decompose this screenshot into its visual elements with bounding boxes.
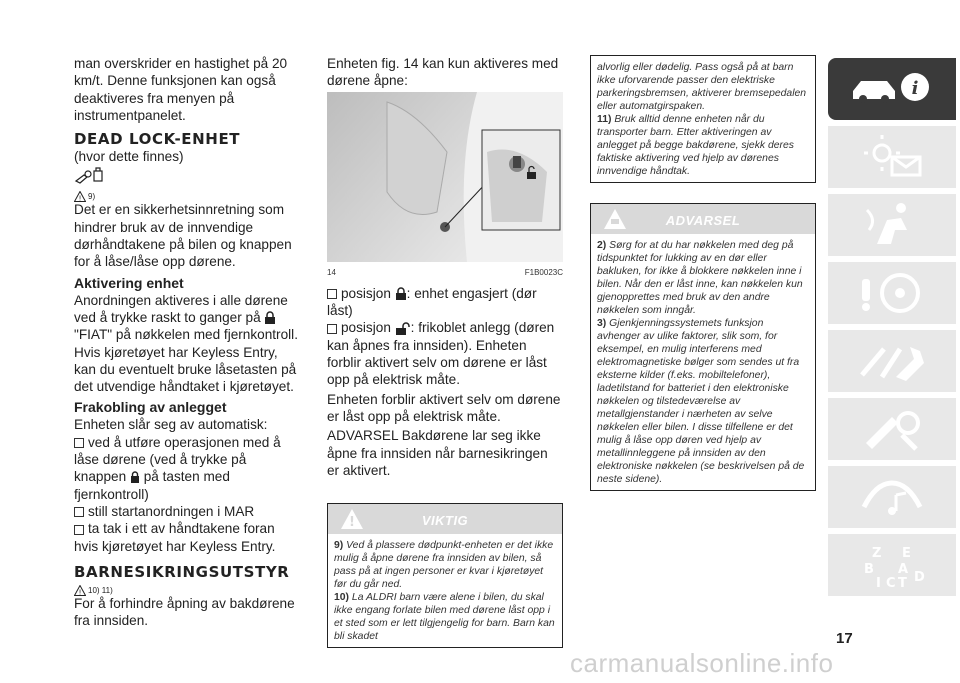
bullet-icon [327, 324, 337, 334]
index-letter: C [886, 576, 896, 589]
warning-box-title: ADVARSEL [665, 213, 741, 228]
figure-14 [327, 92, 563, 262]
tab-warning-lights[interactable] [828, 126, 956, 188]
figure-caption [327, 264, 563, 281]
warning-box [590, 203, 816, 491]
paragraph: Enheten forblir aktivert selv om dørene er låst opp på elektrisk måte. [327, 391, 561, 424]
figure-number: 14 [327, 267, 336, 277]
heading-activation: Aktivering enhet [74, 274, 184, 291]
ref-10-11: 10) 11) [88, 585, 113, 595]
multimedia-icon [852, 473, 932, 521]
door-lock-illustration [327, 92, 563, 262]
continued-box: alvorlig eller dødelig. Pass også på at barn ikke uforvarende passer den elektriske parkeringsbremsen, aktiverer bremsepedalen eller automatgirspaken. 11) Bruk alltid denne enheten når du transporter barn. Etter aktiveringen av anlegget på begge bakdørene, sjekk deres faktiske aktivering ved hjelp av dørenes innvendige håndtak. [590, 55, 816, 183]
list-item: ta tak i ett av håndtakene foran hvis kjøretøyet har Keyless Entry. [74, 521, 276, 554]
list-item: ved å utføre operasjonen med å låse dørene (ved å trykke på knappen på tasten med fjernkontroll) [74, 434, 281, 502]
tab-maintenance[interactable] [828, 398, 956, 460]
svg-text:!: ! [349, 515, 355, 531]
svg-text:!: ! [78, 194, 82, 203]
warning-box-body: 2) Sørg for at du har nøkkelen med deg på tidspunktet for lukking av en dør eller bakluken, for ikke å blokkere nøkkelen inne i bilen. Når den er låst inne, kan nøkkelen kun gjenopprettes med bruk av den andre nøkkelen som inngår. 3) Gjenkjenningssystemets funksjon avhenger av ulike faktorer, slik som, for eksempel, en mulig interferens med elektromagnetiske bølger som sendes ut fra eksterne kilder (f.eks. mobiltelefoner), ladetilstand for batteriet i den elektroniske nøkkelen og tilstedeværelse av metallgjenstander i nærheten av selve nøkkelen eller bilen. I disse tilfellene er det mulig å låse opp døren ved hjelp av metallinnleggene på innsiden av den elektroniske nøkkelen (se beskrivelsen på de neste sidene). [597, 240, 805, 485]
tab-emergency[interactable] [828, 330, 956, 392]
index-letter: B [864, 562, 874, 577]
tab-driving[interactable] [828, 262, 956, 324]
index-letter: D [914, 570, 925, 585]
dead-lock-description: Det er en sikkerhetsinnretning som hindrer bruk av de innvendige dørhåndtakene på bilen og knappen for å låse/låse opp dørene. [74, 202, 292, 270]
index-letter: I [876, 576, 881, 589]
heading-dead-lock: DEAD LOCK-ENHET [74, 130, 241, 149]
airbag-seat-icon [857, 200, 927, 250]
locked-padlock-icon [395, 287, 407, 301]
warning-lights-icon [852, 135, 932, 179]
svg-text:i: i [911, 78, 919, 99]
car-info-icon [847, 69, 937, 109]
chapter-sidebar [828, 58, 956, 602]
intro-text: Enheten fig. 14 kan kun aktiveres med dørene åpne: [327, 56, 559, 89]
child-lock-text: For å forhindre åpning av bakdørene fra innsiden. [74, 595, 295, 629]
index-letter: E [902, 546, 911, 561]
important-box-header [328, 504, 562, 534]
important-box-title: VIKTIG [421, 513, 469, 529]
warning-box-header [591, 204, 815, 234]
index-letter: T [898, 576, 907, 589]
heading-child-lock: BARNESIKRINGSUTSTYR [74, 562, 290, 581]
column-3 [590, 55, 816, 491]
index-letter: Z [872, 546, 882, 561]
dead-lock-subtitle: (hvor dette finnes) [74, 149, 184, 165]
heading-deactivation: Frakobling av anlegget [74, 399, 227, 416]
bullet-icon [327, 289, 337, 299]
bullet-icon [74, 438, 84, 448]
intro-text: man overskrider en hastighet på 20 km/t. Denne funksjonen kan også deaktiveres fra menyen på instrumentpanelet. [74, 56, 288, 123]
bullet-icon [74, 507, 84, 517]
tab-index[interactable] [828, 534, 956, 596]
figure-code: F1B0023C [524, 267, 563, 277]
svg-text:!: ! [78, 588, 82, 596]
lock-button-icon [130, 471, 140, 484]
index-letter: A [898, 562, 909, 577]
activation-text: Anordningen aktiveres i alle dørene ved å trykke raskt to ganger på "FIAT" på nøkkelen med fjernkontroll. Hvis kjøretøyet har Keyless Entry, kan du eventuelt bruke låsetasten på det utvendige håndtaket i kjøretøyet. [74, 292, 298, 395]
deadlock-key-icon [74, 167, 104, 185]
tools-icon [852, 337, 932, 385]
list-item: posisjon : frikoblet anlegg (døren kan åpnes fra innsiden). Enheten forblir aktivert selv om dørene er låst opp på elektrisk måte. [327, 320, 555, 388]
page-number: 17 [836, 630, 853, 647]
tab-multimedia[interactable] [828, 466, 956, 528]
maintenance-icon [852, 405, 932, 453]
column-1 [74, 55, 300, 629]
important-box [327, 503, 563, 648]
steering-icon [852, 269, 932, 317]
tab-car-info[interactable] [828, 58, 956, 120]
lock-button-icon [264, 311, 276, 325]
deactivation-intro: Enheten slår seg av automatisk: [74, 417, 268, 433]
list-item: still startanordningen i MAR [74, 503, 300, 520]
paragraph: ADVARSEL Bakdørene lar seg ikke åpne fra innsiden når barnesikringen er aktivert. [327, 428, 548, 478]
list-item: posisjon : enhet engasjert (dør låst) [327, 285, 537, 319]
important-box-body: 9) Ved å plassere dødpunkt-enheten er det ikke mulig å åpne dørene fra innsiden av bilen, så pass på at ingen personer er kvar i kjøretøyet før du går ned. 10) La ALDRI barn være alene i bilen, du skal ikke engang forlate bilen med dørene låst opp i et sted som er lett tilgjengelig for barn. Barn kan bli skadet [334, 540, 555, 643]
ref-9: 9) [88, 192, 96, 202]
column-2 [327, 55, 563, 648]
index-icon [852, 541, 932, 589]
unlocked-padlock-icon [395, 322, 411, 336]
bullet-icon [74, 525, 84, 535]
continued-text: alvorlig eller dødelig. Pass også på at barn ikke uforvarende passer den elektriske parkeringsbremsen, aktiverer bremsepedalen eller automatgirspaken. [597, 62, 807, 112]
tab-safety[interactable] [828, 194, 956, 256]
watermark: carmanualsonline.info [570, 648, 834, 678]
